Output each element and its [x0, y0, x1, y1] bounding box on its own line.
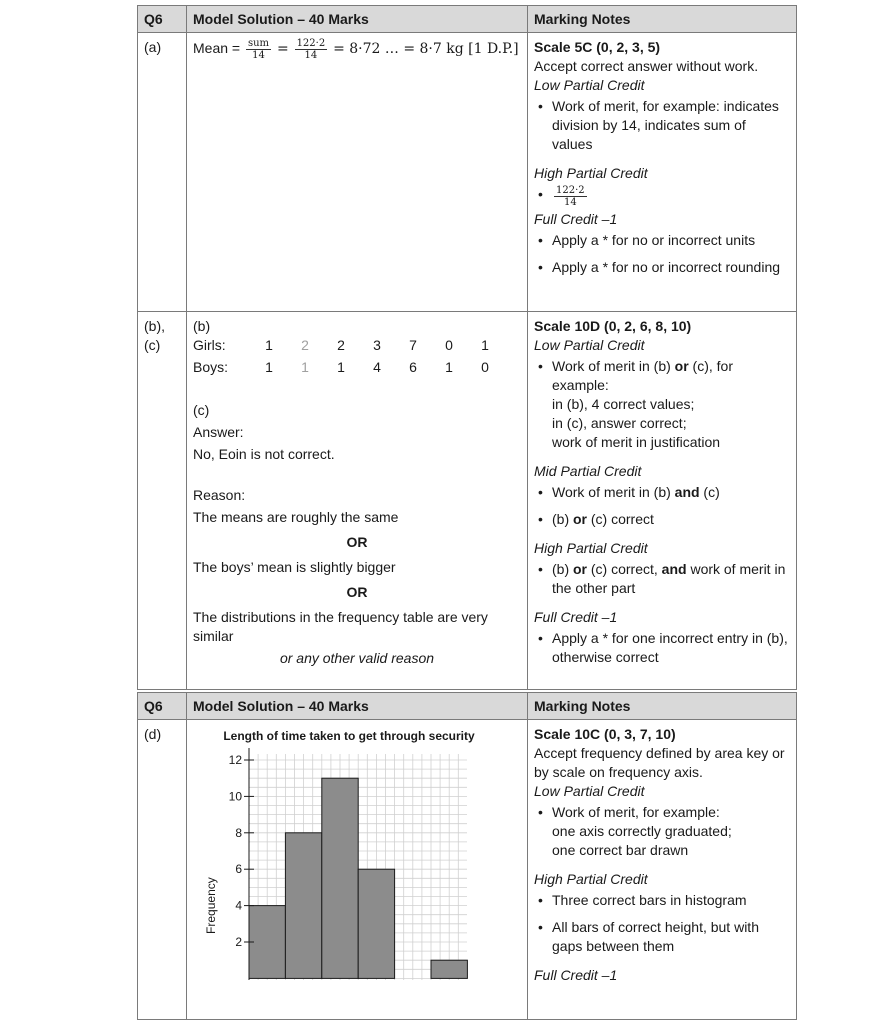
low-credit-bullet: • Work of merit, for example: indicates division by 14, indicates sum of values [534, 97, 790, 154]
scale-label: Scale 5C (0, 2, 3, 5) [534, 39, 661, 55]
header-solution: Model Solution – 40 Marks [187, 693, 528, 720]
header-q: Q6 [138, 693, 187, 720]
table-header [138, 6, 797, 33]
row-a-label: (a) [144, 39, 162, 55]
girls-row [193, 336, 521, 355]
high-credit-bullet [534, 185, 790, 208]
low-credit-bullet: • Work of merit in (b) or (c), for example: in (b), 4 correct values; in (c), answer correct; work of merit in justification [534, 357, 790, 452]
boys-value: 1 [301, 359, 309, 375]
header-solution: Model Solution – 40 Marks [187, 6, 528, 33]
answer-text: No, Eoin is not correct. [193, 446, 335, 462]
boys-value: 1 [265, 359, 273, 375]
header-notes: Marking Notes [528, 693, 797, 720]
girls-value: 3 [373, 337, 381, 353]
histogram-bar [249, 906, 285, 979]
scale-label: Scale 10C (0, 3, 7, 10) [534, 726, 676, 742]
full-credit-title: Full Credit –1 [534, 609, 618, 625]
answer-label: Answer: [193, 424, 244, 440]
mid-credit-title: Mid Partial Credit [534, 463, 642, 479]
girls-value: 2 [337, 337, 345, 353]
row-d [138, 720, 797, 1020]
y-tick-label: 10 [228, 789, 242, 804]
marking-table-1 [137, 5, 797, 690]
frac-num: sum [247, 38, 270, 49]
full-credit-title: Full Credit –1 [534, 211, 618, 227]
full-credit-bullet: • Apply a * for one incorrect entry in (b), otherwise correct [534, 629, 790, 667]
frac-num: 122·2 [296, 38, 326, 49]
low-credit-bullet: • Work of merit, for example: one axis correctly graduated; one correct bar drawn [534, 803, 790, 860]
girls-value: 1 [265, 337, 273, 353]
high-fraction: • $\frac{122\cdot 2}{14}$ [556, 185, 585, 208]
reason-3: The distributions in the frequency table are very similar [193, 609, 488, 644]
chart-title: Length of time taken to get through security [223, 729, 475, 743]
scale-label: Scale 10D (0, 2, 6, 8, 10) [534, 318, 692, 334]
boys-value: 1 [337, 359, 345, 375]
row-a [138, 33, 797, 312]
high-credit-bullet-1: • Three correct bars in histogram [534, 891, 790, 910]
histogram-chart [187, 720, 513, 980]
table-header [138, 693, 797, 720]
boys-row [193, 358, 521, 377]
mean-suffix: = 8·72 … = 8·7 kg [1 D.P.] [333, 41, 519, 58]
girls-value: 2 [301, 337, 309, 353]
girls-value: 0 [445, 337, 453, 353]
frac-den: 14 [252, 50, 265, 61]
boys-value: 0 [481, 359, 489, 375]
high-credit-bullet-2: • All bars of correct height, but with gaps between them [534, 918, 790, 956]
row-d-label: (d) [144, 726, 162, 742]
y-tick-label: 4 [235, 898, 242, 913]
histogram-bar [322, 778, 358, 978]
row-bc-label: (b), (c) [144, 318, 165, 353]
histogram-bar [285, 833, 321, 979]
reason-label: Reason: [193, 487, 246, 503]
boys-value: 6 [409, 359, 417, 375]
y-tick-label: 12 [228, 753, 242, 767]
full-credit-bullet-2: • Apply a * for no or incorrect rounding [534, 258, 790, 277]
full-credit-title: Full Credit –1 [534, 967, 618, 983]
accept-note: Accept correct answer without work. [534, 58, 759, 74]
marking-table-2 [137, 692, 797, 1020]
or-separator: OR [346, 584, 368, 600]
low-credit-title: Low Partial Credit [534, 77, 645, 93]
frac-den: 14 [304, 50, 318, 61]
part-c-label: (c) [193, 402, 210, 418]
y-axis-label: Frequency [204, 877, 218, 934]
row-bc [138, 312, 797, 690]
boys-value: 1 [445, 359, 453, 375]
mid-credit-bullet-1: • Work of merit in (b) and (c) [534, 483, 790, 502]
girls-value: 7 [409, 337, 417, 353]
y-tick-label: 8 [235, 825, 242, 840]
y-tick-label: 2 [235, 935, 242, 949]
part-b-label: (b) [193, 318, 211, 334]
girls-value: 1 [481, 337, 489, 353]
fraction-sum [246, 38, 271, 61]
boys-value: 4 [373, 359, 381, 375]
high-credit-bullet: • (b) or (c) correct, and work of merit in the other part [534, 560, 790, 598]
high-credit-title: High Partial Credit [534, 165, 648, 181]
fraction-value [295, 38, 328, 61]
header-q: Q6 [138, 6, 187, 33]
low-credit-title: Low Partial Credit [534, 783, 645, 799]
boys-label: Boys: [193, 359, 229, 375]
high-credit-title: High Partial Credit [534, 540, 648, 556]
mean-equation: Mean = $\frac{\text{sum}}{14}$ = $\frac{122\cdot 2}{14}$ = 8·72 … = 8·7 kg [1 D.P.] [193, 38, 519, 61]
other-reason: or any other valid reason [279, 650, 435, 666]
accept-note: Accept frequency defined by area key or by scale on frequency axis. [534, 745, 785, 780]
reason-2: The boys’ mean is slightly bigger [193, 559, 396, 575]
y-tick-label: 6 [235, 862, 242, 877]
mean-prefix: Mean = [193, 40, 241, 57]
high-credit-title: High Partial Credit [534, 871, 648, 887]
row-bc-notes [528, 312, 796, 674]
row-bc-solution [187, 312, 527, 673]
row-d-notes [528, 720, 796, 990]
girls-label: Girls: [193, 337, 226, 353]
header-notes: Marking Notes [528, 6, 797, 33]
row-a-notes [528, 33, 796, 284]
histogram-bar [358, 869, 394, 978]
mid-credit-bullet-2: • (b) or (c) correct [534, 510, 790, 529]
low-credit-title: Low Partial Credit [534, 337, 645, 353]
full-credit-bullet-1: • Apply a * for no or incorrect units [534, 231, 790, 250]
or-separator: OR [346, 534, 368, 550]
reason-1: The means are roughly the same [193, 509, 399, 525]
